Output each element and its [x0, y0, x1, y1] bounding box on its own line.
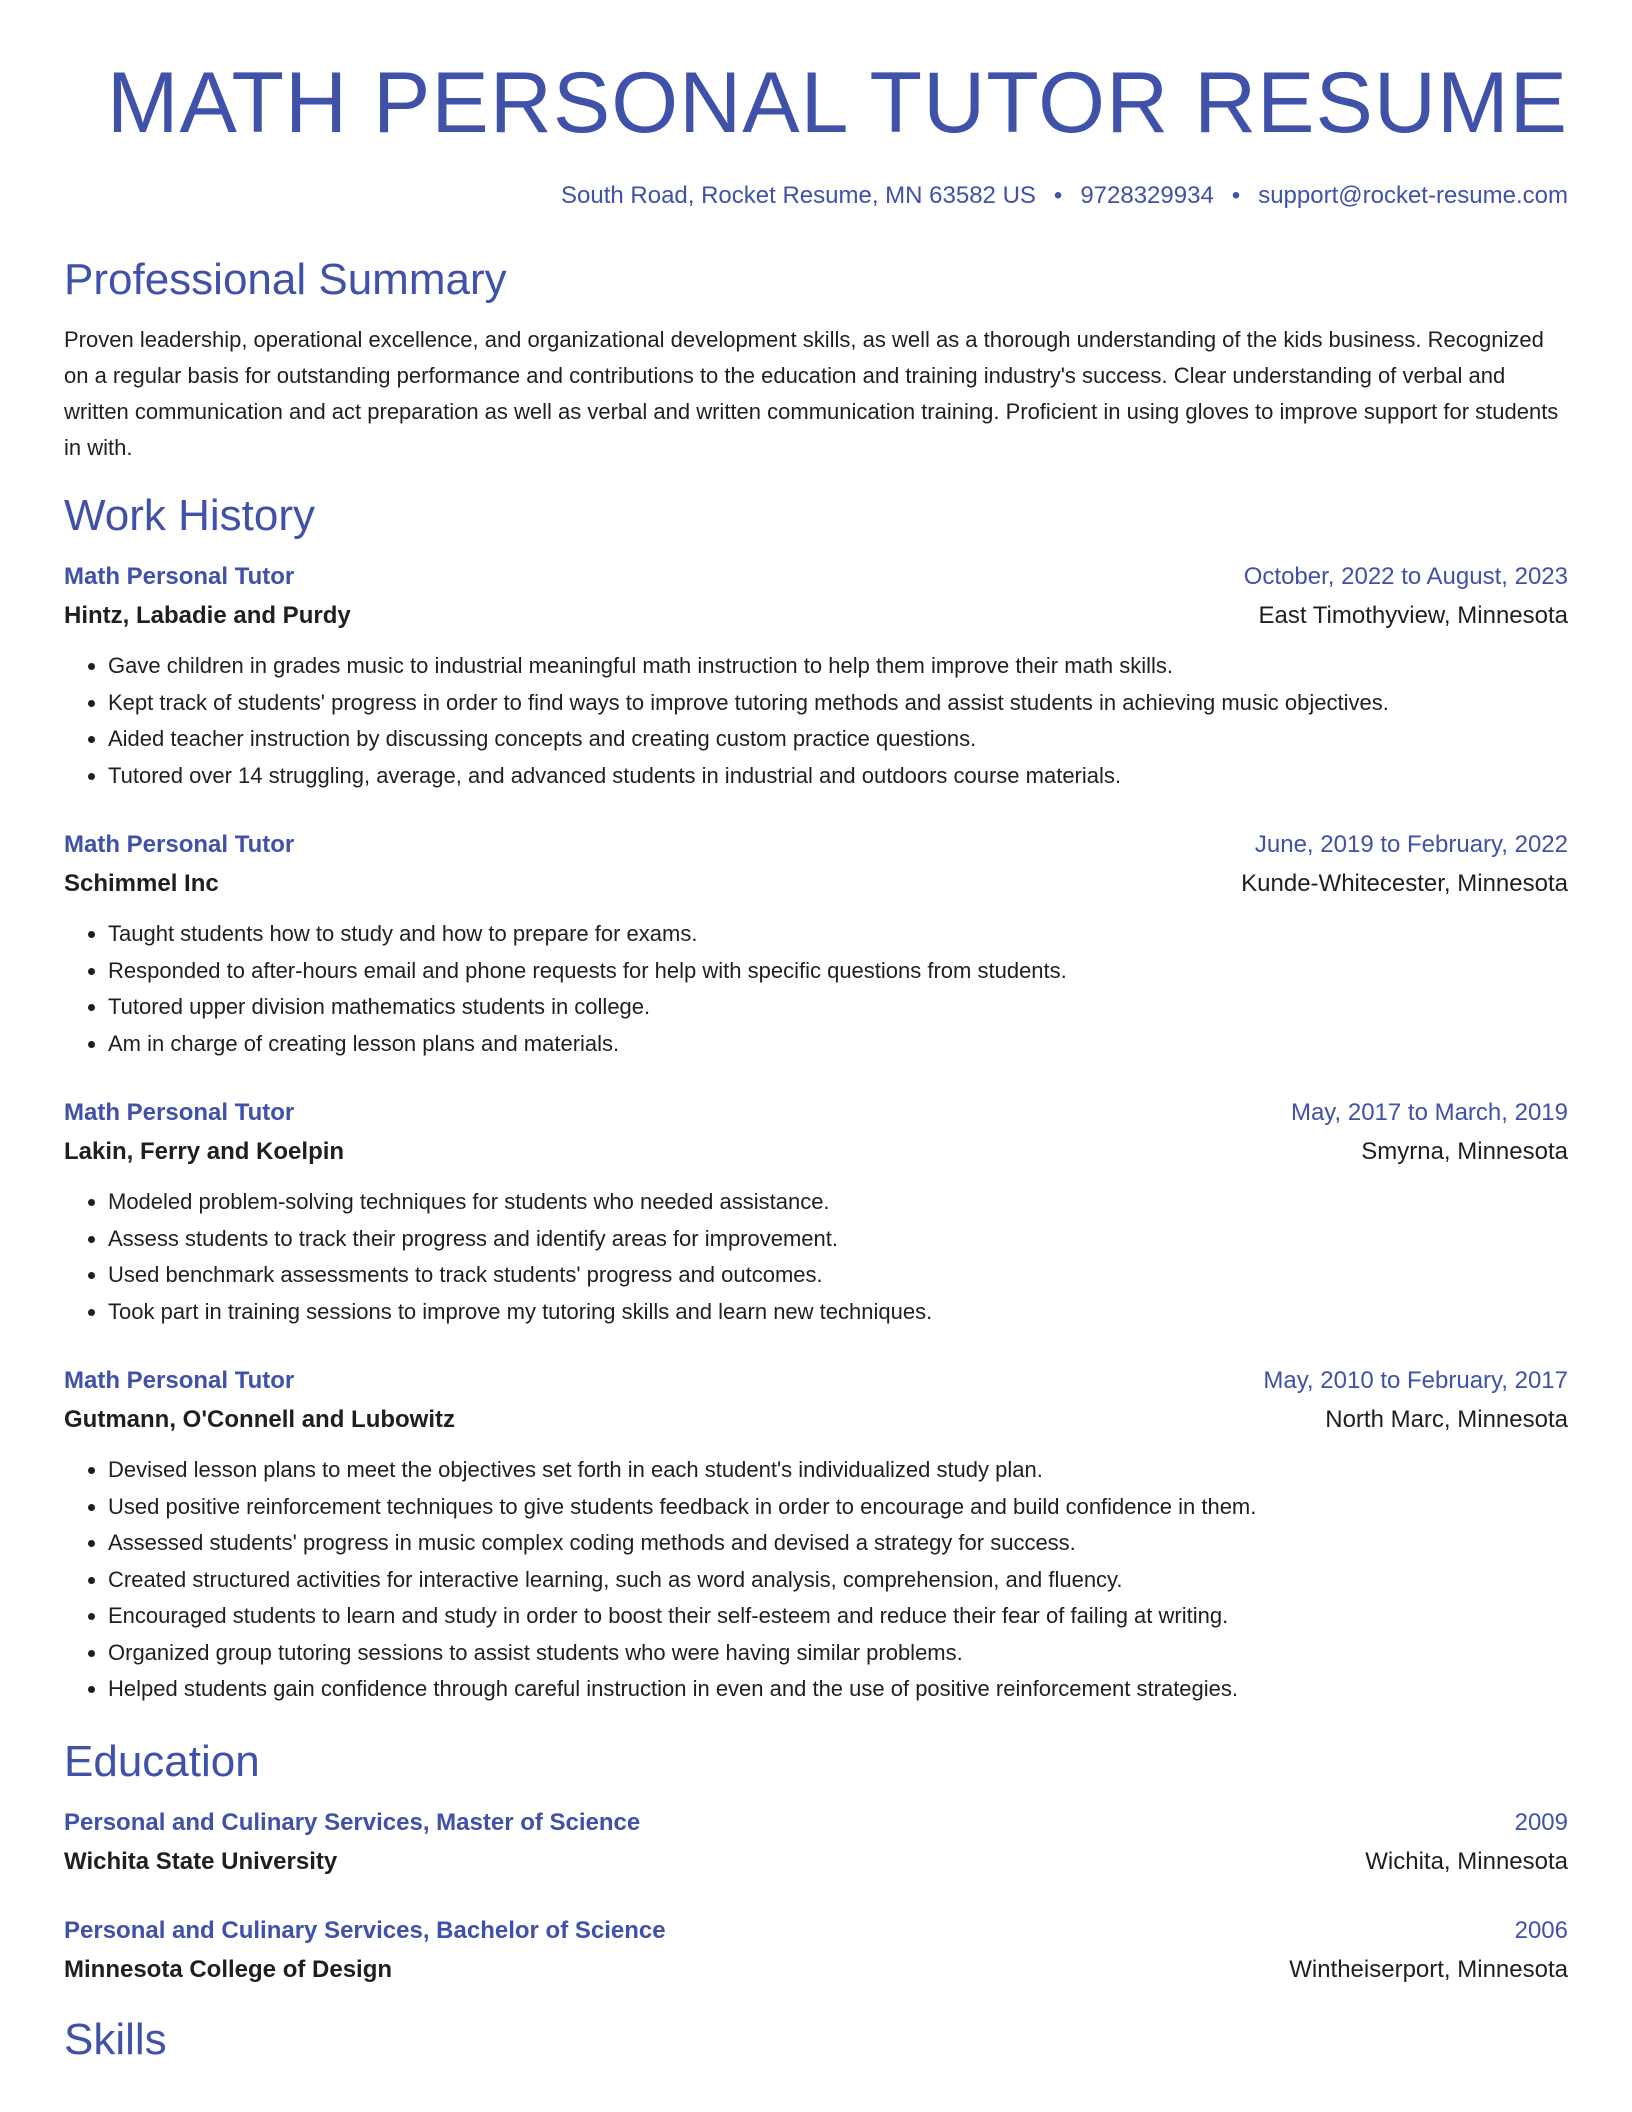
job-bullet: • Devised lesson plans to meet the objectives set forth in each student's individualized study plan. — [108, 1452, 1568, 1489]
resume-page — [64, 0, 1568, 2068]
job-dates: May, 2017 to March, 2019 — [1290, 1099, 1568, 1126]
job-bullet: • Tutored over 14 struggling, average, and advanced students in industrial and outdoors course materials. — [108, 758, 1568, 795]
education-school: Minnesota College of Design — [64, 1955, 393, 1983]
job-entry — [64, 826, 1568, 1062]
job-title: Math Personal Tutor — [64, 831, 295, 858]
contact-email: support@rocket-resume.com — [1258, 182, 1568, 209]
education-school: Wichita State University — [64, 1847, 338, 1875]
education-degree: Personal and Culinary Services, Bachelor of Science — [64, 1916, 666, 1944]
summary-heading: Professional Summary — [64, 255, 507, 304]
job-bullets — [64, 1184, 1568, 1330]
contact-phone: 9728329934 — [1080, 182, 1214, 209]
job-employer: Schimmel Inc — [64, 870, 219, 897]
job-employer: Gutmann, O'Connell and Lubowitz — [64, 1406, 456, 1433]
job-entry — [64, 1094, 1568, 1330]
resume-title: MATH PERSONAL TUTOR RESUME — [106, 55, 1568, 151]
job-bullet: • Modeled problem-solving techniques for students who needed assistance. — [108, 1184, 1568, 1221]
job-title: Math Personal Tutor — [64, 1367, 295, 1394]
job-bullet: • Tutored upper division mathematics students in college. — [108, 989, 1568, 1026]
job-bullet: • Am in charge of creating lesson plans and materials. — [108, 1026, 1568, 1063]
job-bullet: • Assessed students' progress in music complex coding methods and devised a strategy for success. — [108, 1525, 1568, 1562]
job-location: North Marc, Minnesota — [1325, 1406, 1568, 1433]
skills-heading: Skills — [64, 2014, 167, 2064]
job-location: Kunde-Whitecester, Minnesota — [1241, 870, 1568, 897]
job-bullet: • Responded to after-hours email and phone requests for help with specific questions from students. — [108, 953, 1568, 990]
job-bullet: • Gave children in grades music to industrial meaningful math instruction to help them improve their math skills. — [108, 648, 1568, 685]
education-heading: Education — [64, 1736, 260, 1786]
job-dates: October, 2022 to August, 2023 — [1243, 563, 1568, 590]
job-bullets — [64, 1452, 1568, 1708]
job-bullet: • Aided teacher instruction by discussing concepts and creating custom practice questions. — [108, 721, 1568, 758]
job-bullet: • Encouraged students to learn and study in order to boost their self-esteem and reduce their fear of failing at writing. — [108, 1598, 1568, 1635]
contact-address: South Road, Rocket Resume, MN 63582 US — [561, 182, 1036, 209]
job-bullets — [64, 648, 1568, 794]
education-entry — [64, 1804, 1568, 1882]
education-year: 2006 — [1514, 1916, 1568, 1944]
job-location: East Timothyview, Minnesota — [1258, 602, 1568, 629]
job-employer: Hintz, Labadie and Purdy — [64, 602, 351, 629]
contact-separator: • — [1053, 182, 1063, 209]
job-bullet: • Kept track of students' progress in order to find ways to improve tutoring methods and assist students in achieving music objectives. — [108, 685, 1568, 722]
job-bullet: • Created structured activities for interactive learning, such as word analysis, comprehension, and fluency. — [108, 1562, 1568, 1599]
job-bullet: • Took part in training sessions to improve my tutoring skills and learn new techniques. — [108, 1294, 1568, 1331]
job-dates: May, 2010 to February, 2017 — [1263, 1367, 1568, 1394]
job-bullet: • Taught students how to study and how to prepare for exams. — [108, 916, 1568, 953]
job-bullet: • Used positive reinforcement techniques to give students feedback in order to encourage and build confidence in them. — [108, 1489, 1568, 1526]
job-bullet: • Used benchmark assessments to track students' progress and outcomes. — [108, 1257, 1568, 1294]
education-location: Wichita, Minnesota — [1365, 1847, 1568, 1875]
contact-line — [64, 180, 1568, 212]
contact-separator: • — [1231, 182, 1241, 209]
education-degree: Personal and Culinary Services, Master of Science — [64, 1808, 641, 1836]
job-dates: June, 2019 to February, 2022 — [1254, 831, 1568, 858]
job-bullet: • Helped students gain confidence through careful instruction in even and the use of positive reinforcement strategies. — [108, 1671, 1568, 1708]
job-title: Math Personal Tutor — [64, 563, 295, 590]
job-entry — [64, 558, 1568, 794]
job-title: Math Personal Tutor — [64, 1099, 295, 1126]
job-employer: Lakin, Ferry and Koelpin — [64, 1138, 345, 1165]
job-location: Smyrna, Minnesota — [1361, 1138, 1568, 1165]
job-bullet: • Organized group tutoring sessions to assist students who were having similar problems. — [108, 1635, 1568, 1672]
education-location: Wintheiserport, Minnesota — [1289, 1955, 1568, 1983]
job-entry — [64, 1362, 1568, 1708]
work-history-heading: Work History — [64, 491, 315, 540]
job-bullets — [64, 916, 1568, 1062]
education-entry — [64, 1912, 1568, 1990]
summary-text: Proven leadership, operational excellence, and organizational development skills, as well as a thorough understanding of the kids business. Recognized on a regular basis for outstanding performance and contributions to the education and training industry's success. Clear understanding of verbal and written communication and act preparation as well as verbal and written communication training. Proficient in using gloves to improve support for students in with. — [64, 327, 1559, 460]
education-year: 2009 — [1514, 1808, 1568, 1836]
job-bullet: • Assess students to track their progress and identify areas for improvement. — [108, 1221, 1568, 1258]
